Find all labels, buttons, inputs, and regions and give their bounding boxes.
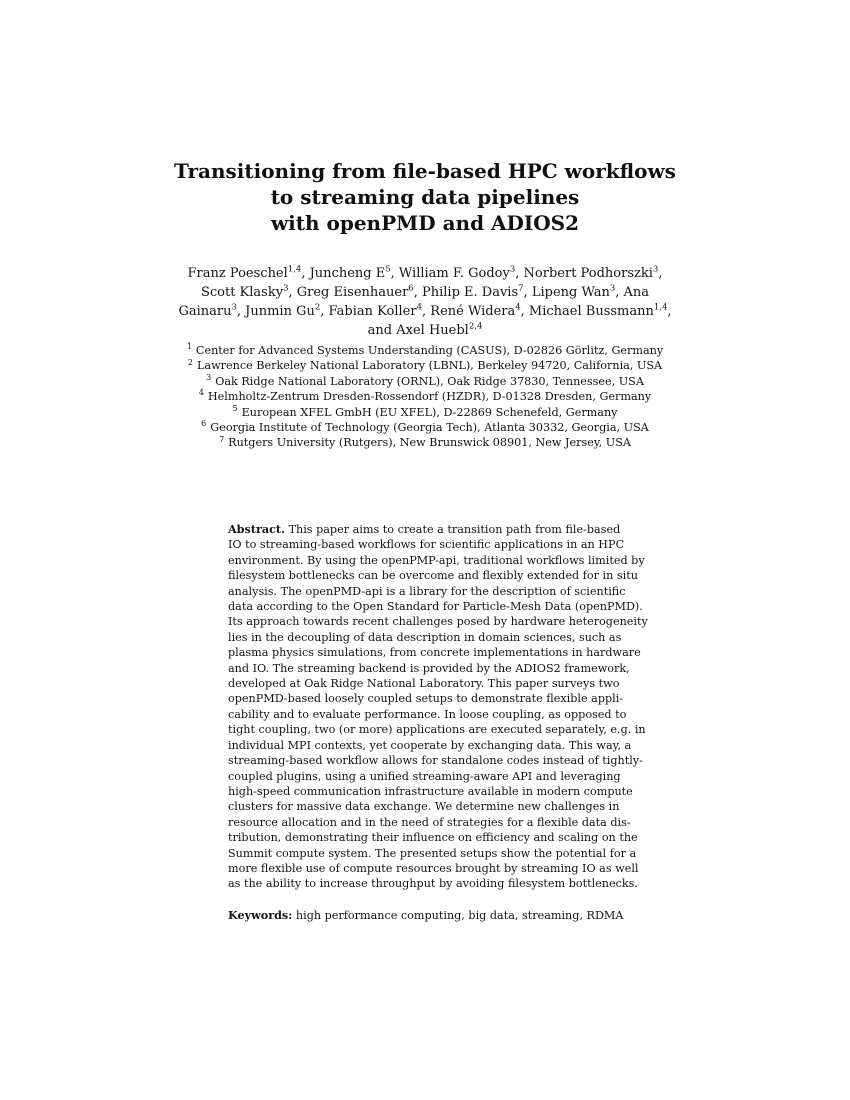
affiliation-number: 7	[219, 434, 225, 444]
abstract	[228, 522, 648, 892]
paper-title	[0, 158, 850, 236]
affiliation-text: Center for Advanced Systems Understanding (CASUS), D-02826 Görlitz, Germany	[195, 344, 664, 357]
author-affiliation-marker: 4	[515, 302, 521, 313]
keywords-label: Keywords:	[228, 908, 293, 922]
author-name: Juncheng $E^5$	[309, 264, 391, 281]
abstract-line: plasma physics simulations, from concrete implementations in hardware	[228, 646, 641, 660]
affiliation-number: 5	[232, 403, 238, 413]
abstract-line: filesystem bottlenecks can be overcome and flexibly extended for in situ	[228, 569, 638, 583]
author-affiliation-marker: 7	[518, 283, 524, 294]
author-name: William F. Godoy$^3$	[398, 264, 516, 281]
title-line: Transitioning from file-based HPC workflows	[174, 159, 676, 183]
author-name: Scott Klasky$^3$	[200, 283, 289, 300]
abstract-line: Abstract. This paper aims to create a transition path from file-based	[228, 522, 621, 536]
affiliation-number: 6	[201, 419, 207, 429]
affiliation	[160, 358, 690, 373]
author-affiliation-marker: 3	[283, 283, 289, 294]
author-affiliation-marker: 3	[609, 283, 616, 294]
abstract-line: tribution, demonstrating their influence on efficiency and scaling on the	[228, 831, 638, 845]
author-affiliation-marker: 4	[416, 302, 423, 313]
abstract-line: lies in the decoupling of data description in domain sciences, such as	[228, 630, 622, 644]
keywords-text: high performance computing, big data, streaming, RDMA	[295, 909, 624, 922]
author-affiliation-marker: 2,4	[468, 321, 483, 332]
author-affiliation-marker: 2	[314, 302, 321, 313]
abstract-line: data according to the Open Standard for Particle-Mesh Data (openPMD).	[228, 600, 643, 614]
author-name: Lipeng Wan$^3$	[531, 283, 616, 300]
author-affiliation-marker: 3	[509, 264, 516, 275]
abstract-line: clusters for massive data exchange. We determine new challenges in	[228, 800, 620, 814]
abstract-line: coupled plugins, using a unified streaming-aware API and leveraging	[228, 769, 621, 783]
abstract-line: cability and to evaluate performance. In loose coupling, as opposed to	[228, 707, 627, 721]
author-affiliation-marker: 5	[385, 264, 391, 275]
author-name: Fabian Koller$^4$	[328, 302, 423, 319]
abstract-line: individual MPI contexts, yet cooperate by exchanging data. This way, a	[228, 738, 632, 752]
abstract-line: IO to streaming-based workflows for scientific applications in an HPC	[228, 538, 625, 552]
affiliation-number: 2	[187, 357, 193, 367]
affiliation-number: 4	[198, 388, 204, 398]
author-name: Ana Gainaru$^3$	[178, 285, 650, 319]
affiliation	[160, 420, 690, 435]
affiliation	[160, 389, 690, 404]
affiliation-number: 3	[206, 373, 212, 383]
affiliation-text: Oak Ridge National Laboratory (ORNL), Oak Ridge 37830, Tennessee, USA	[215, 374, 644, 388]
author-affiliation-marker: 1,4	[653, 302, 668, 313]
author-name: Philip E. Davis$^7$	[421, 283, 524, 300]
abstract-line: more flexible use of compute resources brought by streaming IO as well	[228, 861, 639, 875]
affiliation-number: 1	[186, 342, 192, 352]
abstract-label: Abstract.	[228, 522, 285, 536]
author-name: Axel Huebl$^{2,4}$	[396, 321, 483, 338]
author-affiliation-marker: 3	[231, 302, 237, 313]
abstract-line: Its approach towards recent challenges posed by hardware heterogeneity	[228, 615, 648, 629]
abstract-line: high-speed communication infrastructure available in modern compute	[228, 784, 633, 798]
keywords	[228, 908, 628, 923]
title-line: with openPMD and ADIOS2	[270, 211, 580, 235]
abstract-line: Summit compute system. The presented setups show the potential for a	[228, 846, 637, 860]
author-affiliation-marker: 3	[652, 264, 659, 275]
abstract-line: tight coupling, two (or more) applications are executed separately, e.g. in	[228, 723, 646, 737]
affiliation	[160, 405, 690, 420]
affiliation-text: Lawrence Berkeley National Laboratory (LBNL), Berkeley 94720, California, USA	[196, 359, 663, 373]
abstract-line: openPMD-based loosely coupled setups to demonstrate flexible appli-	[228, 692, 624, 706]
author-name: Franz Poeschel$^{1,4}$	[187, 264, 302, 281]
abstract-line: developed at Oak Ridge National Laboratory. This paper surveys two	[228, 677, 620, 691]
affiliation-list	[160, 343, 690, 451]
abstract-line: resource allocation and in the need of strategies for a flexible data dis-	[228, 815, 631, 829]
affiliation	[160, 343, 690, 358]
author-affiliation-marker: 1,4	[287, 264, 302, 275]
affiliation-text: European XFEL GmbH (EU XFEL), D-22869 Schenefeld, Germany	[241, 405, 618, 419]
author-name: René Widera$^4$	[430, 302, 521, 319]
author-list: Franz Poeschel$^{1,4}$, Juncheng $E^5$, William F. Godoy$^3$, Norbert Podhorszki$^3$, Scott Klasky$^3$, Greg Eisenhauer$^6$, Philip E. Davis$^7$, Lipeng Wan$^3$, Ana Gainaru$^3$, Junmin Gu$^2$, Fabian Koller$^4$, René Widera$^4$, Michael Bussmann$^{1,4}$, and Axel Huebl$^{2,4}$	[178, 264, 672, 338]
abstract-line: environment. By using the openPMP-api, traditional workflows limited by	[228, 553, 645, 567]
affiliation	[160, 435, 690, 450]
title-line: to streaming data pipelines	[270, 185, 580, 209]
abstract-line: streaming-based workflow allows for standalone codes instead of tightly-	[228, 754, 643, 768]
author-affiliation-marker: 6	[408, 283, 414, 294]
abstract-line: and IO. The streaming backend is provided by the ADIOS2 framework,	[228, 661, 630, 675]
affiliation	[160, 374, 690, 389]
author-name: Junmin Gu$^2$	[245, 302, 321, 319]
abstract-line: analysis. The openPMD-api is a library for the description of scientific	[228, 584, 626, 598]
author-name: Greg Eisenhauer$^6$	[296, 283, 414, 300]
affiliation-text: Rutgers University (Rutgers), New Brunswick 08901, New Jersey, USA	[228, 436, 631, 450]
author-name: Michael Bussmann$^{1,4}$	[528, 302, 668, 319]
affiliation-text: Helmholtz-Zentrum Dresden-Rossendorf (HZDR), D-01328 Dresden, Germany	[207, 390, 652, 404]
abstract-line: as the ability to increase throughput by avoiding filesystem bottlenecks.	[228, 877, 638, 891]
author-name: Norbert Podhorszki$^3$	[523, 264, 659, 281]
author-joiner: and	[367, 323, 393, 338]
affiliation-text: Georgia Institute of Technology (Georgia Tech), Atlanta 30332, Georgia, USA	[210, 421, 649, 435]
